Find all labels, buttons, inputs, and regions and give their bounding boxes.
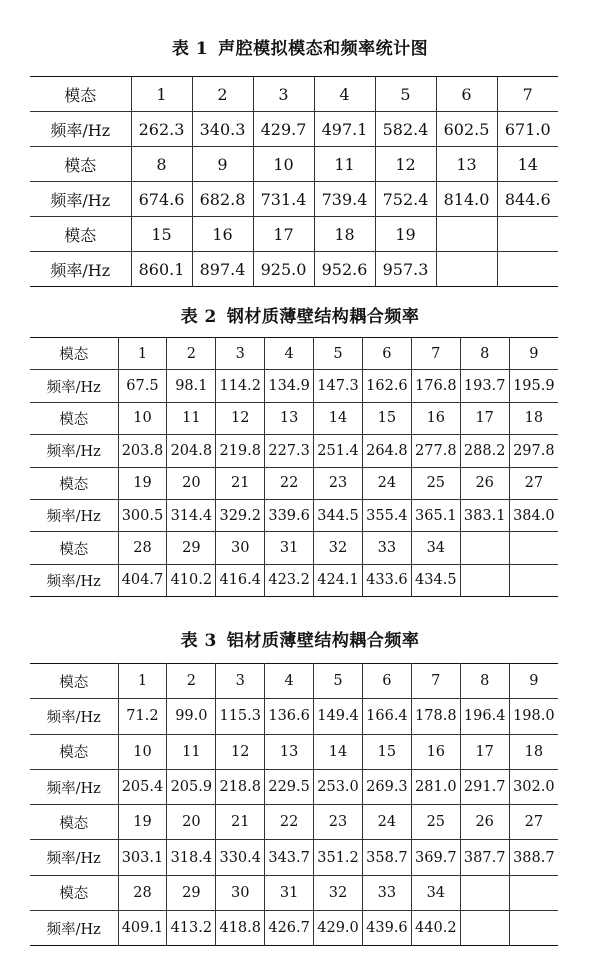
row-label: 频率/Hz	[30, 370, 118, 402]
frequency-cell: 291.7	[460, 769, 509, 804]
frequency-cell: 71.2	[118, 699, 167, 734]
mode-cell: 24	[362, 805, 411, 840]
frequency-row	[30, 182, 558, 217]
row-label: 模态	[30, 734, 118, 769]
mode-cell: 1	[131, 77, 192, 112]
frequency-cell: 340.3	[192, 112, 253, 147]
frequency-cell: 277.8	[411, 435, 460, 467]
frequency-cell: 416.4	[216, 564, 265, 596]
frequency-cell: 219.8	[216, 435, 265, 467]
frequency-row	[30, 435, 558, 467]
frequency-cell: 281.0	[411, 769, 460, 804]
mode-cell: 8	[460, 664, 509, 699]
frequency-cell: 957.3	[375, 252, 436, 287]
mode-cell: 31	[265, 532, 314, 564]
frequency-cell: 844.6	[497, 182, 558, 217]
frequency-cell	[436, 252, 497, 287]
frequency-cell: 388.7	[509, 840, 558, 875]
table-1	[30, 76, 558, 287]
frequency-cell: 203.8	[118, 435, 167, 467]
frequency-cell: 136.6	[265, 699, 314, 734]
mode-cell: 17	[460, 734, 509, 769]
frequency-cell: 387.7	[460, 840, 509, 875]
mode-cell: 10	[118, 402, 167, 434]
mode-cell: 34	[411, 532, 460, 564]
mode-cell: 30	[216, 532, 265, 564]
mode-cell	[509, 875, 558, 910]
mode-cell: 9	[509, 338, 558, 370]
mode-cell: 16	[192, 217, 253, 252]
mode-cell: 26	[460, 467, 509, 499]
frequency-cell: 318.4	[167, 840, 216, 875]
frequency-cell: 114.2	[216, 370, 265, 402]
mode-cell: 27	[509, 805, 558, 840]
frequency-cell: 198.0	[509, 699, 558, 734]
frequency-cell: 897.4	[192, 252, 253, 287]
mode-cell: 18	[509, 402, 558, 434]
frequency-cell: 218.8	[216, 769, 265, 804]
mode-row	[30, 734, 558, 769]
mode-cell: 33	[362, 875, 411, 910]
frequency-cell	[509, 911, 558, 946]
frequency-row	[30, 112, 558, 147]
frequency-cell: 262.3	[131, 112, 192, 147]
mode-cell: 12	[216, 734, 265, 769]
mode-cell: 16	[411, 402, 460, 434]
mode-cell: 4	[265, 664, 314, 699]
mode-cell: 21	[216, 467, 265, 499]
mode-cell: 20	[167, 805, 216, 840]
mode-cell: 11	[314, 147, 375, 182]
mode-cell: 9	[192, 147, 253, 182]
row-label: 模态	[30, 147, 131, 182]
mode-cell: 1	[118, 338, 167, 370]
row-label: 模态	[30, 805, 118, 840]
row-label: 模态	[30, 467, 118, 499]
mode-row	[30, 664, 558, 699]
row-label: 模态	[30, 402, 118, 434]
row-label: 频率/Hz	[30, 840, 118, 875]
frequency-cell: 410.2	[167, 564, 216, 596]
frequency-row	[30, 769, 558, 804]
frequency-cell: 404.7	[118, 564, 167, 596]
mode-cell: 7	[411, 338, 460, 370]
row-label: 模态	[64, 85, 97, 105]
mode-cell: 5	[375, 77, 436, 112]
mode-cell: 21	[216, 805, 265, 840]
mode-row	[30, 532, 558, 564]
frequency-cell: 383.1	[460, 499, 509, 531]
frequency-cell: 149.4	[314, 699, 363, 734]
frequency-cell: 195.9	[509, 370, 558, 402]
mode-row	[30, 338, 558, 370]
mode-cell: 11	[167, 402, 216, 434]
frequency-cell: 439.6	[362, 911, 411, 946]
mode-cell: 34	[411, 875, 460, 910]
frequency-cell: 952.6	[314, 252, 375, 287]
mode-cell: 30	[216, 875, 265, 910]
mode-row	[30, 402, 558, 434]
frequency-cell: 814.0	[436, 182, 497, 217]
mode-cell: 10	[253, 147, 314, 182]
frequency-cell: 147.3	[314, 370, 363, 402]
mode-row	[30, 805, 558, 840]
frequency-cell: 358.7	[362, 840, 411, 875]
frequency-cell: 193.7	[460, 370, 509, 402]
frequency-cell	[509, 564, 558, 596]
frequency-cell: 269.3	[362, 769, 411, 804]
mode-cell: 15	[362, 734, 411, 769]
mode-cell: 18	[314, 217, 375, 252]
mode-cell: 5	[314, 664, 363, 699]
table-2-body	[30, 338, 558, 597]
frequency-cell: 671.0	[497, 112, 558, 147]
mode-cell: 18	[509, 734, 558, 769]
row-label: 频率/Hz	[30, 435, 118, 467]
frequency-cell: 176.8	[411, 370, 460, 402]
mode-row	[30, 467, 558, 499]
frequency-cell: 98.1	[167, 370, 216, 402]
row-label: 频率/Hz	[30, 769, 118, 804]
frequency-cell: 418.8	[216, 911, 265, 946]
table-3-title: 铝材质薄壁结构耦合频率	[226, 631, 420, 651]
frequency-cell: 205.4	[118, 769, 167, 804]
frequency-cell: 424.1	[314, 564, 363, 596]
mode-cell: 28	[118, 532, 167, 564]
frequency-row	[30, 370, 558, 402]
frequency-cell: 297.8	[509, 435, 558, 467]
row-label: 模态	[30, 875, 118, 910]
frequency-cell: 339.6	[265, 499, 314, 531]
mode-cell: 2	[167, 338, 216, 370]
frequency-cell: 300.5	[118, 499, 167, 531]
frequency-cell: 433.6	[362, 564, 411, 596]
frequency-cell: 330.4	[216, 840, 265, 875]
mode-cell: 12	[375, 147, 436, 182]
frequency-cell: 860.1	[131, 252, 192, 287]
frequency-cell: 925.0	[253, 252, 314, 287]
mode-cell: 16	[411, 734, 460, 769]
mode-cell: 22	[265, 805, 314, 840]
row-label: 模态	[30, 217, 131, 252]
mode-cell: 8	[131, 147, 192, 182]
frequency-cell: 426.7	[265, 911, 314, 946]
frequency-cell: 413.2	[167, 911, 216, 946]
mode-cell: 6	[436, 77, 497, 112]
frequency-cell: 134.9	[265, 370, 314, 402]
mode-cell	[509, 532, 558, 564]
row-label: 频率/Hz	[30, 252, 131, 287]
frequency-cell: 329.2	[216, 499, 265, 531]
row-label: 频率/Hz	[30, 911, 118, 946]
frequency-cell: 67.5	[118, 370, 167, 402]
frequency-cell: 429.7	[253, 112, 314, 147]
row-label: 频率/Hz	[30, 182, 131, 217]
table-2-label: 表 2	[180, 307, 217, 327]
frequency-cell: 752.4	[375, 182, 436, 217]
frequency-cell: 731.4	[253, 182, 314, 217]
table-2	[30, 337, 558, 597]
frequency-cell: 115.3	[216, 699, 265, 734]
mode-cell: 6	[362, 338, 411, 370]
row-label: 频率/Hz	[30, 499, 118, 531]
mode-cell: 33	[362, 532, 411, 564]
frequency-cell: 384.0	[509, 499, 558, 531]
mode-cell: 24	[362, 467, 411, 499]
mode-cell: 7	[497, 77, 558, 112]
mode-cell: 32	[314, 532, 363, 564]
mode-cell: 29	[167, 875, 216, 910]
mode-cell: 17	[253, 217, 314, 252]
frequency-row	[30, 499, 558, 531]
table-1-label: 表 1	[171, 39, 209, 59]
frequency-cell: 497.1	[314, 112, 375, 147]
frequency-cell: 423.2	[265, 564, 314, 596]
mode-cell: 4	[265, 338, 314, 370]
table-1-title: 声腔模拟模态和频率统计图	[218, 39, 429, 59]
mode-cell: 3	[216, 664, 265, 699]
mode-cell: 25	[411, 805, 460, 840]
frequency-cell	[460, 564, 509, 596]
frequency-cell: 227.3	[265, 435, 314, 467]
frequency-row	[30, 252, 558, 287]
frequency-cell: 264.8	[362, 435, 411, 467]
mode-cell: 15	[131, 217, 192, 252]
mode-row	[30, 217, 558, 252]
row-label: 频率/Hz	[30, 699, 118, 734]
table-3	[30, 663, 558, 946]
mode-cell: 23	[314, 805, 363, 840]
mode-cell: 2	[192, 77, 253, 112]
frequency-cell: 99.0	[167, 699, 216, 734]
frequency-cell: 302.0	[509, 769, 558, 804]
frequency-cell: 343.7	[265, 840, 314, 875]
frequency-cell: 674.6	[131, 182, 192, 217]
row-label: 频率/Hz	[30, 564, 118, 596]
frequency-cell	[460, 911, 509, 946]
frequency-cell: 355.4	[362, 499, 411, 531]
mode-cell: 20	[167, 467, 216, 499]
frequency-cell: 178.8	[411, 699, 460, 734]
table-2-title: 钢材质薄壁结构耦合频率	[226, 307, 420, 327]
mode-cell: 14	[314, 402, 363, 434]
mode-cell: 11	[167, 734, 216, 769]
mode-cell: 22	[265, 467, 314, 499]
mode-cell	[436, 217, 497, 252]
row-label: 频率/Hz	[30, 112, 131, 147]
frequency-cell: 196.4	[460, 699, 509, 734]
frequency-cell: 365.1	[411, 499, 460, 531]
mode-cell: 4	[314, 77, 375, 112]
frequency-cell: 409.1	[118, 911, 167, 946]
mode-cell	[460, 532, 509, 564]
mode-cell: 9	[509, 664, 558, 699]
mode-cell: 31	[265, 875, 314, 910]
mode-cell: 15	[362, 402, 411, 434]
mode-cell: 5	[314, 338, 363, 370]
mode-cell: 7	[411, 664, 460, 699]
frequency-cell: 351.2	[314, 840, 363, 875]
frequency-row	[30, 564, 558, 596]
frequency-cell: 166.4	[362, 699, 411, 734]
frequency-cell: 303.1	[118, 840, 167, 875]
row-label: 模态	[59, 347, 89, 364]
mode-cell: 13	[436, 147, 497, 182]
frequency-cell	[497, 252, 558, 287]
frequency-cell: 602.5	[436, 112, 497, 147]
frequency-cell: 434.5	[411, 564, 460, 596]
table-3-body	[30, 664, 558, 946]
table-1-body	[30, 77, 558, 287]
mode-cell	[460, 875, 509, 910]
table-3-label: 表 3	[180, 631, 217, 651]
mode-row	[30, 77, 558, 112]
mode-cell: 14	[497, 147, 558, 182]
mode-cell: 1	[118, 664, 167, 699]
mode-cell: 19	[118, 805, 167, 840]
mode-row	[30, 875, 558, 910]
frequency-cell: 229.5	[265, 769, 314, 804]
frequency-row	[30, 840, 558, 875]
mode-cell: 17	[460, 402, 509, 434]
frequency-cell: 344.5	[314, 499, 363, 531]
mode-cell: 19	[118, 467, 167, 499]
frequency-cell: 582.4	[375, 112, 436, 147]
mode-cell: 2	[167, 664, 216, 699]
frequency-cell: 162.6	[362, 370, 411, 402]
frequency-cell: 204.8	[167, 435, 216, 467]
row-label: 模态	[59, 674, 89, 691]
frequency-cell: 739.4	[314, 182, 375, 217]
mode-cell	[497, 217, 558, 252]
frequency-cell: 369.7	[411, 840, 460, 875]
mode-cell: 25	[411, 467, 460, 499]
table-2-caption	[0, 302, 600, 327]
frequency-cell: 205.9	[167, 769, 216, 804]
frequency-cell: 429.0	[314, 911, 363, 946]
frequency-cell: 314.4	[167, 499, 216, 531]
mode-cell: 14	[314, 734, 363, 769]
mode-cell: 12	[216, 402, 265, 434]
frequency-cell: 682.8	[192, 182, 253, 217]
mode-cell: 23	[314, 467, 363, 499]
mode-cell: 6	[362, 664, 411, 699]
mode-cell: 29	[167, 532, 216, 564]
mode-cell: 8	[460, 338, 509, 370]
mode-row	[30, 147, 558, 182]
frequency-cell: 253.0	[314, 769, 363, 804]
frequency-row	[30, 911, 558, 946]
mode-cell: 3	[253, 77, 314, 112]
frequency-cell: 440.2	[411, 911, 460, 946]
table-3-caption	[0, 626, 600, 651]
frequency-row	[30, 699, 558, 734]
frequency-cell: 251.4	[314, 435, 363, 467]
mode-cell: 19	[375, 217, 436, 252]
mode-cell: 28	[118, 875, 167, 910]
mode-cell: 10	[118, 734, 167, 769]
row-label: 模态	[30, 532, 118, 564]
mode-cell: 26	[460, 805, 509, 840]
mode-cell: 3	[216, 338, 265, 370]
mode-cell: 27	[509, 467, 558, 499]
frequency-cell: 288.2	[460, 435, 509, 467]
mode-cell: 32	[314, 875, 363, 910]
mode-cell: 13	[265, 734, 314, 769]
table-1-caption	[0, 34, 600, 59]
mode-cell: 13	[265, 402, 314, 434]
